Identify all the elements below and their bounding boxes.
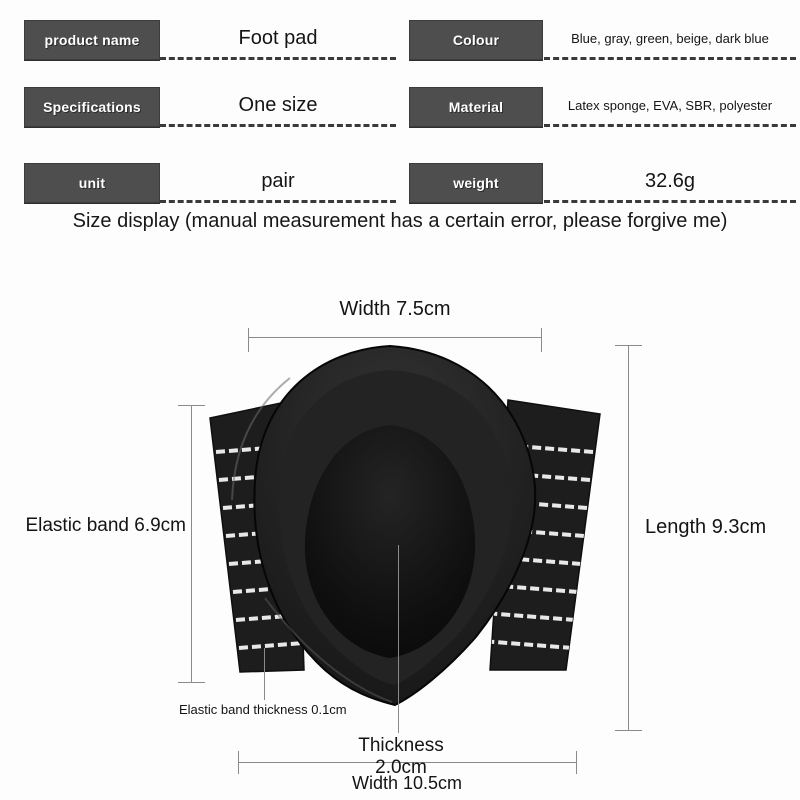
spec-label-text: Specifications: [43, 99, 141, 115]
spec-label-unit: [24, 163, 160, 203]
spec-value-text: Foot pad: [238, 27, 318, 49]
label-width-top: Width 7.5cm: [339, 298, 451, 320]
spec-label-specifications: [24, 87, 160, 127]
spec-label-text: product name: [44, 32, 140, 48]
spec-value-weight: [544, 163, 796, 203]
dim-line-length: [628, 345, 629, 730]
spec-value-text: Latex sponge, EVA, SBR, polyester: [567, 98, 773, 113]
label-elastic-band-thickness: Elastic band thickness 0.1cm: [179, 702, 347, 717]
spec-value-text: 32.6g: [644, 170, 696, 192]
spec-label-weight: [409, 163, 543, 203]
spec-value-material: [544, 87, 796, 127]
spec-label-text: unit: [78, 175, 106, 191]
spec-label-text: weight: [453, 175, 499, 191]
label-length: Length 9.3cm: [645, 516, 767, 538]
spec-value-product-name: [160, 20, 396, 60]
dim-tick: [178, 682, 205, 683]
dim-tick: [248, 328, 249, 352]
leader-line-thickness: [398, 545, 399, 733]
dim-line-width-top: [248, 337, 541, 338]
leader-line-elastic-thickness: [264, 648, 265, 700]
spec-value-text: Blue, gray, green, beige, dark blue: [571, 31, 769, 46]
spec-label-text: Colour: [452, 32, 500, 48]
spec-value-specifications: [160, 87, 396, 127]
dim-tick: [541, 328, 542, 352]
dim-tick: [615, 730, 642, 731]
spec-label-material: [409, 87, 543, 127]
dim-tick: [178, 405, 205, 406]
spec-value-colour: [544, 20, 796, 60]
size-display-note: Size display (manual measurement has a certain error, please forgive me): [72, 210, 728, 232]
label-elastic-band: Elastic band 6.9cm: [25, 515, 186, 536]
spec-value-unit: [160, 163, 396, 203]
spec-label-text: Material: [448, 99, 504, 115]
dim-tick: [576, 751, 577, 774]
dim-tick: [238, 751, 239, 774]
dim-tick: [615, 345, 642, 346]
spec-label-product-name: [24, 20, 160, 60]
dim-line-elastic-band: [191, 405, 192, 682]
foot-pad-product-image: [190, 340, 610, 720]
label-thickness: Thickness 2.0cm: [358, 735, 444, 778]
label-width-bottom: Width 10.5cm: [351, 773, 463, 793]
spec-value-text: One size: [238, 94, 318, 116]
spec-value-text: pair: [261, 170, 295, 192]
spec-label-colour: [409, 20, 543, 60]
